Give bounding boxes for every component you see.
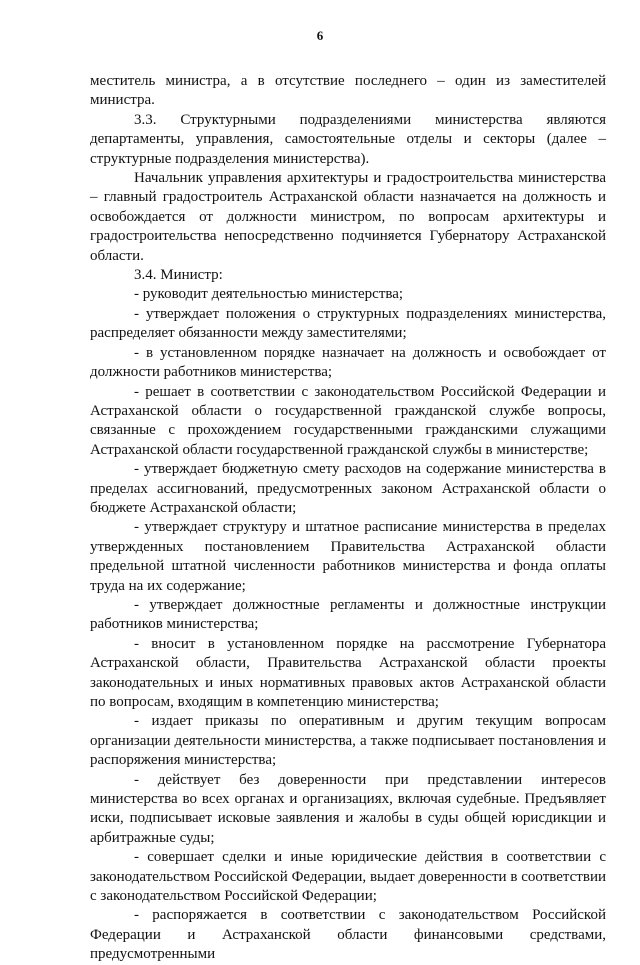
list-item-orders: - издает приказы по оперативным и другим текущим вопросам организации деятельности министерства, а также подписывает постановления и распоряжения министерства;: [90, 713, 606, 769]
list-item-approves-regulations: - утверждает положения о структурных подразделениях министерства, распределяет обязанности между заместителями;: [90, 305, 606, 342]
list-item-representation: - действует без доверенности при представлении интересов министерства во всех органах и организациях, включая судебные. Предъявляет иски, подписывает исковые заявления и жалобы в суды общей юрисдикции и арбитражные суды;: [90, 771, 606, 846]
list-item-finances: - распоряжается в соответствии с законодательством Российской Федерации и Астраханской области финансовыми средствами, предусмотренными: [90, 907, 606, 963]
list-item-manages-activity: - руководит деятельностью министерства;: [134, 286, 404, 303]
document-body: [90, 72, 606, 965]
list-item-job-regulations: - утверждает должностные регламенты и должностные инструкции работников министерства;: [90, 596, 606, 633]
paragraph-continuation: меститель министра, а в отсутствие последнего – один из заместителей министра.: [90, 73, 606, 109]
paragraph-3-4-heading: 3.4. Министр:: [134, 267, 223, 284]
list-item-civil-service: - решает в соответствии с законодательством Российской Федерации и Астраханской области о государственной гражданской службе вопросы, связанные с прохождением государственными гражданскими служащими Астраханской области государственной гражданской службы в министерстве;: [90, 383, 606, 458]
paragraph-chief-architect: Начальник управления архитектуры и градостроительства министерства – главный градостроитель Астраханской области назначается на должность и освобождается от должности министром, по вопросам архитектуры и градостроительства непосредственно подчиняется Губернатору Астраханской области.: [90, 170, 606, 264]
list-item-budget-estimate: - утверждает бюджетную смету расходов на содержание министерства в пределах ассигнований, предусмотренных законом Астраханской области о бюджете Астраханской области;: [90, 461, 606, 516]
list-item-appoints-staff: - в установленном порядке назначает на должность и освобождает от должности работников министерства;: [90, 344, 606, 381]
list-item-structure-staffing: - утверждает структуру и штатное расписание министерства в пределах утвержденных постановлением Правительства Астраханской области предельной штатной численности работников министерства и фонда оплаты труда на их содержание;: [90, 519, 606, 594]
page-number: 6: [316, 28, 324, 43]
paragraph-3-3: 3.3. Структурными подразделениями министерства являются департаменты, управления, самостоятельные отделы и секторы (далее – структурные подразделения министерства).: [90, 111, 606, 167]
list-item-transactions: - совершает сделки и иные юридические действия в соответствии с законодательством Российской Федерации, выдает доверенности в соответствии с законодательством Российской Федерации;: [90, 849, 606, 905]
list-item-draft-laws: - вносит в установленном порядке на рассмотрение Губернатора Астраханской области, Правительства Астраханской области проекты законодательных и иных нормативных правовых актов Астраханской области по вопросам, входящим в компетенцию министерства;: [90, 635, 606, 710]
